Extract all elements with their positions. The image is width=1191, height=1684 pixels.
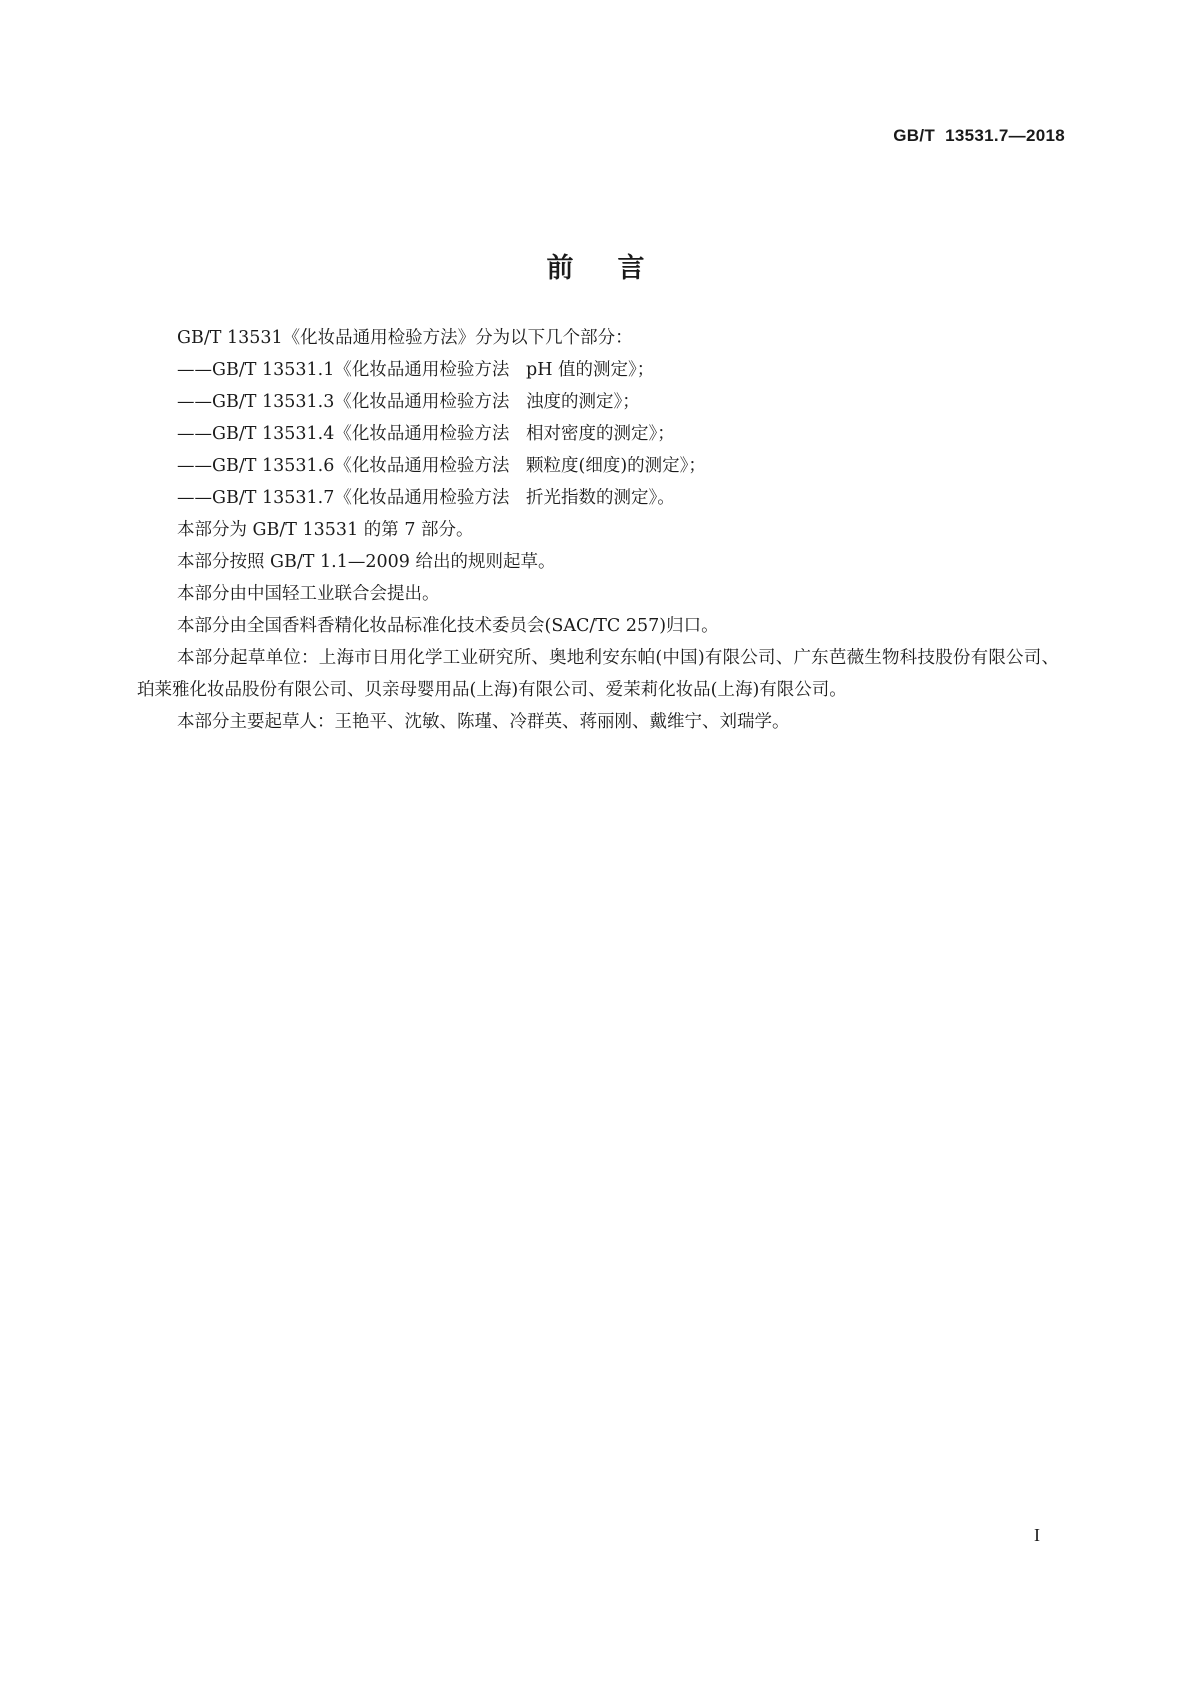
paragraph-drafting-rules: 本部分按照 GB/T 1.1—2009 给出的规则起草。 — [177, 552, 556, 572]
paragraph-part-number: 本部分为 GB/T 13531 的第 7 部分。 — [177, 520, 474, 540]
paragraph-drafting-units: 本部分起草单位：上海市日用化学工业研究所、奥地利安东帕(中国)有限公司、广东芭薇生物科技股份有限公司、珀莱雅化妆品股份有限公司、贝亲母婴用品(上海)有限公司、爱茉莉化妆品(上海)有限公司。 — [137, 648, 1059, 700]
foreword-body — [137, 322, 1059, 738]
list-item-part-6: ——GB/T 13531.6《化妆品通用检验方法 颗粒度(细度)的测定》； — [177, 456, 706, 476]
list-item-part-4: ——GB/T 13531.4《化妆品通用检验方法 相对密度的测定》； — [177, 424, 675, 444]
paragraph-committee: 本部分由全国香料香精化妆品标准化技术委员会(SAC/TC 257)归口。 — [177, 616, 719, 636]
page-number: I — [1034, 1525, 1040, 1545]
paragraph-drafters: 本部分主要起草人：王艳平、沈敏、陈瑾、冷群英、蒋丽刚、戴维宁、刘瑞学。 — [177, 712, 790, 732]
paragraph-series-intro: GB/T 13531《化妆品通用检验方法》分为以下几个部分： — [177, 328, 633, 348]
list-item-part-3: ——GB/T 13531.3《化妆品通用检验方法 浊度的测定》； — [177, 392, 640, 412]
list-item-part-1: ——GB/T 13531.1《化妆品通用检验方法 pH 值的测定》； — [177, 360, 655, 380]
page-title: 前言 — [546, 253, 689, 285]
standard-code: GB/T 13531.7—2018 — [893, 126, 1065, 145]
list-item-part-7: ——GB/T 13531.7《化妆品通用检验方法 折光指数的测定》。 — [177, 488, 675, 508]
paragraph-proposer: 本部分由中国轻工业联合会提出。 — [177, 584, 440, 604]
